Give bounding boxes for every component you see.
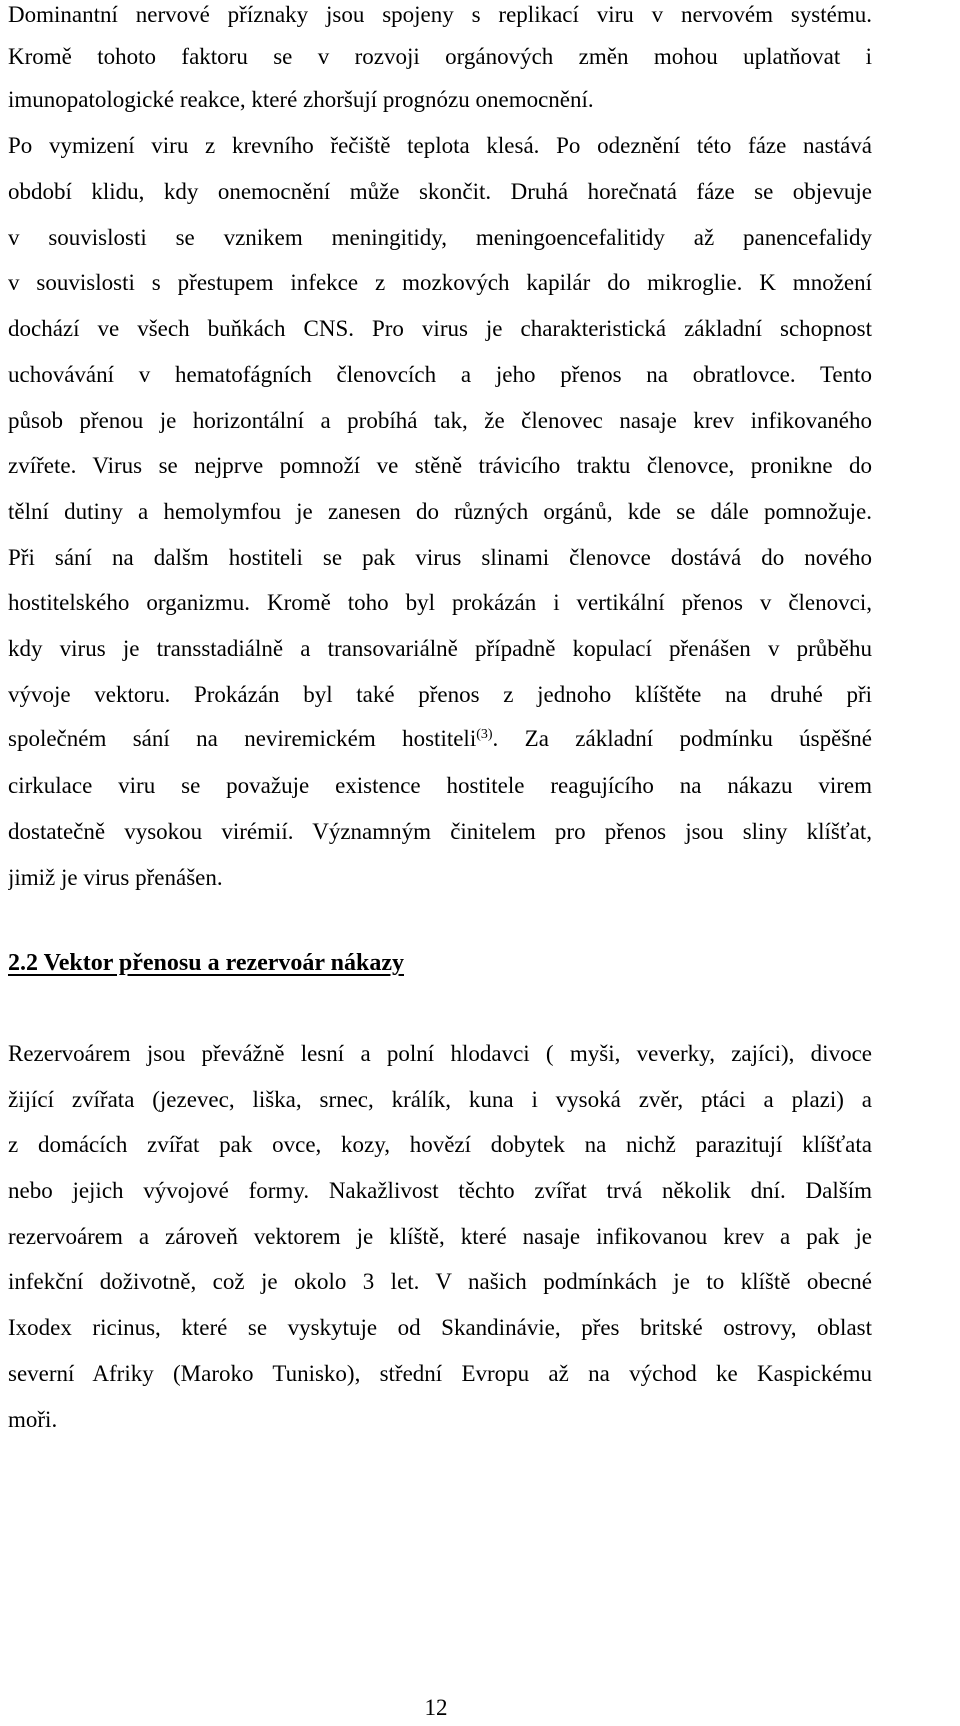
paragraph-line: rezervoárem a zároveň vektorem je klíště, které nasaje infikovanou krev a pak je (8, 1224, 872, 1249)
paragraph-line: severní Afriky (Maroko Tunisko), střední Evropu až na východ ke Kaspickému (8, 1361, 872, 1386)
line-text-before-citation: společném sání na neviremickém hostiteli (8, 726, 477, 751)
paragraph-line: zvířete. Virus se nejprve pomnoží ve stěně trávicího traktu členovce, pronikne do (8, 453, 872, 478)
paragraph-line: v souvislosti se vznikem meningitidy, meningoencefalitidy až panencefalidy (8, 225, 872, 250)
paragraph-line: dostatečně vysokou virémií. Významným činitelem pro přenos jsou sliny klíšťat, (8, 819, 872, 844)
paragraph-line: jimiž je virus přenášen. (8, 865, 223, 890)
paragraph-line: kdy virus je transstadiálně a transovariálně případně kopulací přenášen v průběhu (8, 636, 872, 661)
paragraph-line: moři. (8, 1407, 58, 1432)
paragraph-line: nebo jejich vývojové formy. Nakažlivost těchto zvířat trvá několik dní. Dalším (8, 1178, 872, 1203)
paragraph-line: vývoje vektoru. Prokázán byl také přenos z jednoho klíštěte na druhé při (8, 682, 872, 707)
paragraph-line: imunopatologické reakce, které zhoršují prognózu onemocnění. (8, 87, 594, 112)
paragraph-line: dochází ve všech buňkách CNS. Pro virus je charakteristická základní schopnost (8, 316, 872, 341)
paragraph-line: působ přenou je horizontální a probíhá tak, že členovec nasaje krev infikovaného (8, 408, 872, 433)
paragraph-line: Rezervoárem jsou převážně lesní a polní hlodavci ( myši, veverky, zajíci), divoce (8, 1041, 872, 1066)
paragraph-line: z domácích zvířat pak ovce, kozy, hovězí dobytek na nichž parazitují klíšťata (8, 1132, 872, 1157)
section-heading: 2.2 Vektor přenosu a rezervoár nákazy (8, 950, 404, 976)
paragraph-line: období klidu, kdy onemocnění může skončit. Druhá horečnatá fáze se objevuje (8, 179, 872, 204)
paragraph-line: v souvislosti s přestupem infekce z mozkových kapilár do mikroglie. K množení (8, 270, 872, 295)
page-number: 12 (424, 1695, 448, 1720)
paragraph-line: Při sání na dalšm hostiteli se pak virus slinami členovce dostává do nového (8, 545, 872, 570)
paragraph-line: uchovávání v hematofágních členovcích a jeho přenos na obratlovce. Tento (8, 362, 872, 387)
paragraph-line: žijící zvířata (jezevec, liška, srnec, králík, kuna i vysoká zvěr, ptáci a plazi) a (8, 1087, 872, 1112)
paragraph-line: cirkulace viru se považuje existence hostitele reagujícího na nákazu virem (8, 773, 872, 798)
paragraph-line: hostitelského organizmu. Kromě toho byl prokázán i vertikální přenos v členovci, (8, 590, 872, 615)
paragraph-line: infekční doživotně, což je okolo 3 let. V našich podmínkách je to klíště obecné (8, 1269, 872, 1294)
paragraph-line: Ixodex ricinus, které se vyskytuje od Skandinávie, přes britské ostrovy, oblast (8, 1315, 872, 1340)
paragraph-line: tělní dutiny a hemolymfou je zanesen do různých orgánů, kde se dále pomnožuje. (8, 499, 872, 524)
paragraph-line: Po vymizení viru z krevního řečiště teplota klesá. Po odeznění této fáze nastává (8, 133, 872, 158)
line-text-after-citation: . Za základní podmínku úspěšné (492, 726, 872, 751)
paragraph-line: Dominantní nervové příznaky jsou spojeny s replikací viru v nervovém systému. (8, 2, 872, 27)
paragraph-line-with-citation (8, 724, 872, 754)
citation-superscript: (3) (476, 727, 493, 742)
paragraph-line: Kromě tohoto faktoru se v rozvoji orgánových změn mohou uplatňovat i (8, 44, 872, 69)
